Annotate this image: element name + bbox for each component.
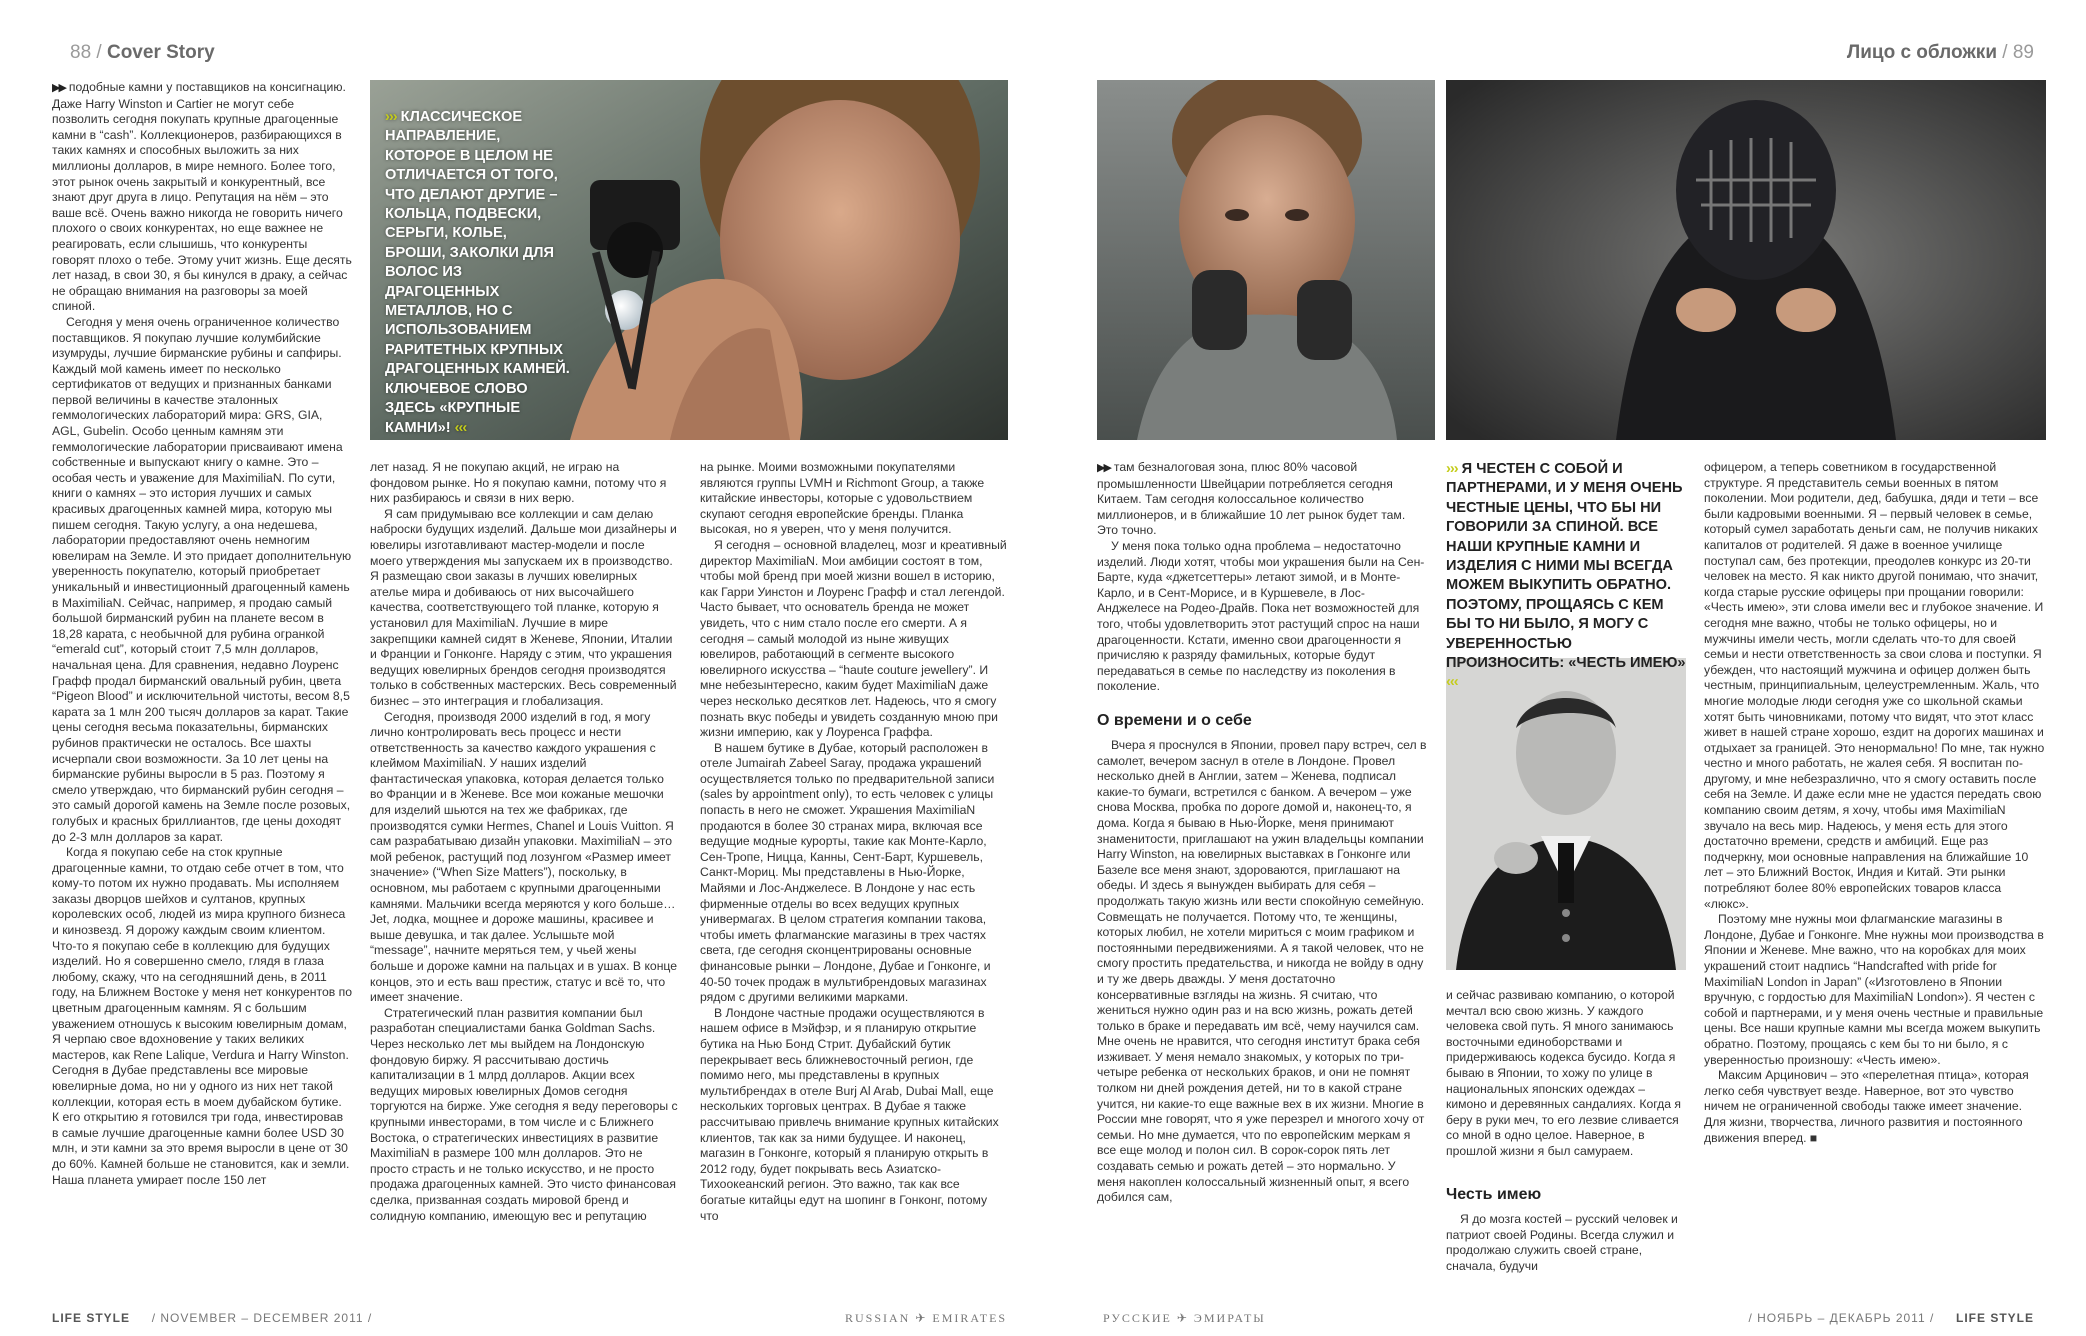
article-column-1	[52, 80, 352, 1308]
article-column-6	[1704, 460, 2046, 1308]
paragraph: и сейчас развиваю компанию, о которой мечтал всю свою жизнь. У каждого человека свой путь. Я много занимаюсь восточными единоборствами и придерживаюсь кодекса бусидо. Когда я бываю в Японии, то хожу по улице в национальных японских одеждах – кимоно и деревянных сандалиях. Когда я беру в руки меч, то его лезвие сливается со мной в одно целое. Наверное, в прошлой жизни я был самураем.	[1446, 988, 1681, 1158]
article-column-2	[370, 460, 678, 1308]
continue-marker-icon: ▶▶	[1097, 462, 1110, 474]
right-page-number: 89	[2012, 42, 2034, 63]
footer-date-right: / НОЯБРЬ – ДЕКАБРЬ 2011 /	[1748, 1311, 1935, 1325]
footer-date-left: / NOVEMBER – DECEMBER 2011 /	[151, 1311, 373, 1325]
boxer-image	[1097, 80, 1435, 440]
paragraph: В нашем бутике в Дубае, который расположен в отеле Jumairah Zabeel Saray, продажа украшений осуществляется только по предварительной записи (sales by appointment only), то есть человек с улицы попасть в него не сможет. Украшения MaximiliaN продаются в более 30 странах мира, включая все ведущие модные курорты, такие как Монте-Карло, Сен-Тропе, Ницца, Канны, Сент-Барт, Куршевель, Санкт-Мориц. Мы представлены в Нью-Йорке, Майями и Лос-Анджелесе. В Лондоне у нас есть фирменные отделы во всех ведущих крупных универмагах. В целом стратегия компании такова, чтобы иметь флагманские магазины в трех частях света, где сегодня сконцентрированы основные финансовые рынки – Лондоне, Дубае и Гонконге, и 40-50 точек продаж в мультибрендовых магазинах рядом с другими великими марками.	[700, 740, 995, 1005]
paragraph: Я до мозга костей – русский человек и патриот своей Родины. Всегда служил и продолжаю служить своей стране, сначала, будучи	[1446, 1212, 1678, 1273]
right-section-title: Лицо с обложки	[1846, 42, 1998, 63]
subheading-time: О времени и о себе	[1097, 712, 1252, 729]
paragraph: офицером, а теперь советником в государственной структуре. Я представитель семьи военных в пятом поколении. Мои родители, дед, бабушка, дяди и тети – все были кадровыми военными. Я – первый человек в семье, который сумел заработать деньги сам, не получив никаких капиталов от родителей. Я даже в военное училище поступал сам, без протекции, преодолев конкурс из 20-ти человек на место. Я как никто другой понимаю, что значит, когда старые русские офицеры при прощании говорили: «Честь имею», эти слова имели вес и глубокое значение. И сегодня мне важно, чтобы не только офицеры, но и мужчины имели честь, могли сделать что-то для своей семьи и нести ответственность за свои слова и поступки. Я убежден, что настоящий мужчина и офицер должен быть честным, принципиальным, целеустремленным. Жаль, что многие молодые люди сегодня уже со школьной скамьи хотят быть чиновниками, потому что видят, что этот класс живет в нашей стране хорошо, ездит на дорогих машинах и отдыхает за границей. Это ненормально! По мне, так нужно честно и много работать, не жалея себя. Я воспитан по-другому, и мне небезразлично, что я смогу оставить после себя на Земле. И даже если мне не удастся передать свою компанию своим детям, я хочу, чтобы имя MaximiliaN звучало на весь мир. Надеюсь, у меня есть для этого достаточно времени, средств и амбиций. Еще раз подчеркну, мои основные направления на ближайшие 10 лет – это Ближний Восток, Индия и Китай. Эти рынки потребляют более 80% европейских товаров класса «люкс».	[1704, 460, 2045, 911]
paragraph: Вчера я проснулся в Японии, провел пару встреч, сел в самолет, вечером заснул в отеле в Лондоне. Провел несколько дней в Англии, затем – Женева, подписал какие-то бумаги, встретился с банком. А вечером – уже снова Москва, пробка по дороге домой и, наконец-то, я дома. Когда я бываю в Нью-Йорке, меня принимают знаменитости, приглашают на ужин владельцы компании Harry Winston, на ювелирных выставках в Гонконге или Базеле все меня знают, здороваются, приглашают на обеды. И здесь я вынужден выбирать для себя – продолжать такую жизнь или вести спокойную семейную. Совмещать не получается. Потому что, те женщины, которых любил, не хотели мириться с моим графиком и постоянными передвижениями. А я такой человек, что не смогу простить предательства, и никогда не войду в одну и ту же дверь дважды. У меня достаточно консервативные взгляды на жизнь. Я считаю, что жениться нужно один раз и на всю жизнь, рожать детей только в браке и передавать им всё, чему научился сам. Мне очень не нравится, что сегодня институт брака себя изживает. У меня немало знакомых, у которых по три-четыре ребенка от нескольких браков, и они не помнят толком ни дней рождения детей, ни то в какой стране учится, ни какие-то еще важные вех в их жизни. Многие в России мне говорят, что я уже перезрел и многого хочу от семьи. Но мне думается, что по европейским меркам я все еще молод и полон сил. В сорок-сорок пять лет создавать семью и рожать детей – это нормально. У меня накоплен колоссальный жизненный опыт, я всего добился сам,	[1097, 738, 1427, 1205]
article-column-5-bottom	[1446, 1212, 1686, 1308]
left-folio: 88 / Cover Story	[70, 42, 215, 63]
paragraph: В Лондоне частные продажи осуществляются в нашем офисе в Мэйфэр, и я планирую открытие бутика на Нью Бонд Стрит. Дубайский бутик перекрывает весь ближневосточный регион, где помимо него, мы представлены в крупных мультибрендах в отеле Burj Al Arab, Dubai Mall, еще нескольких торговых центрах. В Дубае я также рассчитываю привлечь внимание крупных китайских клиентов, так как за ними будущее. И наконец, магазин в Гонконге, который я планирую открыть в 2012 году, будет покрывать весь Азиатско-Тихоокеанский регион. Это важно, так как все богатые китайцы едут на шопинг в Гонконг, потому что	[700, 1005, 999, 1223]
paragraph: на рынке. Моими возможными покупателями являются группы LVMH и Richmont Group, а также китайские инвесторы, которые с удовольствием скупают сегодня европейские бренды. Планка высокая, но я уверен, что у меня получится.	[700, 460, 985, 537]
paragraph: У меня пока только одна проблема – недостаточно изделий. Люди хотят, чтобы мои украшения были на Сен-Барте, куда «джетсеттеры» летают зимой, и в Монте-Карло, и в Сент-Морисе, и в Куршевеле, в Лос-Анджелесе на Родео-Драйв. Пока нет возможностей для того, чтобы удовлетворить этот растущий спрос на наши драгоценности. Кстати, именно свои драгоценности я причисляю к разряду фамильных, которые будут передаваться в семье по наследству из поколения в поколение.	[1097, 538, 1425, 694]
left-page-number: 88	[70, 42, 92, 63]
subheading-honor: Честь имею	[1446, 1186, 1542, 1203]
kendo-image	[1446, 80, 2046, 440]
footer-logo-english: RUSSIAN ✈ EMIRATES	[845, 1311, 1008, 1325]
pull-quote-classic: ››› КЛАССИЧЕСКОЕ НАПРАВЛЕНИЕ, КОТОРОЕ В ЦЕЛОМ НЕ ОТЛИЧАЕТСЯ ОТ ТОГО, ЧТО ДЕЛАЮТ ДРУГИЕ – КОЛЬЦА, ПОДВЕСКИ, СЕРЬГИ, КОЛЬЕ, БРОШИ, ЗАКОЛКИ ДЛЯ ВОЛОС ИЗ ДРАГОЦЕННЫХ МЕТАЛЛОВ, НО С ИСПОЛЬЗОВАНИЕМ РАРИТЕТНЫХ КРУПНЫХ ДРАГОЦЕННЫХ КАМНЕЙ. КЛЮЧЕВОЕ СЛОВО ЗДЕСЬ «КРУПНЫЕ КАМНИ»! ‹‹‹	[385, 109, 570, 436]
pull-quote-honest: ››› Я ЧЕСТЕН С СОБОЙ И ПАРТНЕРАМИ, И У МЕНЯ ОЧЕНЬ ЧЕСТНЫЕ ЦЕНЫ, ЧТО БЫ НИ ГОВОРИЛИ ЗА СПИНОЙ. ВСЕ НАШИ КРУПНЫЕ КАМНИ И ИЗДЕЛИЯ С НИМИ МЫ ВСЕГДА МОЖЕМ ВЫКУПИТЬ ОБРАТНО. ПОЭТОМУ, ПРОЩАЯСЬ С КЕМ БЫ ТО НИ БЫЛО, Я МОГУ С УВЕРЕННОСТЬЮ ПРОИЗНОСИТЬ: «ЧЕСТЬ ИМЕЮ» ‹‹‹	[1446, 461, 1686, 691]
paragraph: Сегодня, производя 2000 изделий в год, я могу лично контролировать весь процесс и нести ответственность за качество каждого украшения с клеймом MaximiliaN. У наших изделий фантастическая упаковка, которая делается только во Франции и в Женеве. Все мои кожаные мешочки для изделий шьются на тех же фабриках, где производятся сумки Hermes, Chanel и Louis Vuitton. Я сам разрабатываю дизайн упаковки. MaximiliaN – это мой ребенок, растущий под лозунгом «Размер имеет значение» (“When Size Matters”), поскольку, в основном, мы работаем с крупными драгоценными камнями. Мальчики всегда меряются у кого больше… Jet, лодка, мощнее и дороже машины, красивее и выше девушка, и так далее. Услышьте мой “message”, начните меряться тем, у чьей жены больше и дороже камни на пальцах и в ушах. В конце концов, это и есть ваш престиж, статус и всё то, что имеет значение.	[370, 709, 678, 1005]
paragraph: Стратегический план развития компании был разработан специалистами банка Goldman Sachs. Через несколько лет мы выйдем на Лондонскую фондовую биржу. Я рассчитываю достичь капитализации в 1 млрд долларов. Акции всех ведущих мировых ювелирных Домов сегодня торгуются на бирже. Уже сегодня я веду переговоры с крупными инвесторами, в том числе и с Ближнего Востока, о стратегических инвестициях в развитие MaximiliaN в размере 100 млн долларов. Это не просто страсть и не только искусство, и не просто продажа драгоценных камней. Это чисто финансовая сделка, призванная создать мировой бренд и солидную компанию, имеющую вес и репутацию	[370, 1005, 678, 1223]
article-column-4-bottom	[1097, 738, 1427, 1308]
paragraph: Я сегодня – основной владелец, мозг и креативный директор MaximiliaN. Мои амбиции состоят в том, чтобы мой бренд при моей жизни вошел в историю, как Гарри Уинстон и Лоуренс Графф и стал легендой. Часто бывает, что основатель бренда не может увидеть, что с ним стало после его смерти. А я сегодня – самый молодой из ныне живущих ювелиров, работающий в сегменте высокого ювелирного искусства – “haute couture jewellery”. И мне небезынтересно, каким будет MaximiliaN даже через несколько десятков лет. Надеюсь, что я смогу познать вкус победы и увидеть созданную мною при жизни империю, как у Лоуренса Граффа.	[700, 537, 1007, 740]
paragraph: Я сам придумываю все коллекции и сам делаю наброски будущих изделий. Дальше мои дизайнеры и ювелиры изготавливают мастер-модели и после моего утверждения мы запускаем их в производство. Я размещаю свои заказы в лучших ювелирных ателье мира и добиваюсь от них высочайшего качества, соответствующего той планке, которую я установил для MaximiliaN. Лучшие в мире закрепщики камней сидят в Женеве, Японии, Италии и Франции и Гонконге. Наряду с этим, что украшения ведущих ювелирных брендов сегодня производятся только в собственных мастерских. Весь современный бизнес – это интеграция и глобализация.	[370, 506, 677, 708]
article-column-4-top	[1097, 460, 1427, 698]
article-column-3	[700, 460, 1008, 1308]
footer-left	[52, 1311, 372, 1325]
footer-logo-russian: РУССКИЕ ✈ ЭМИРАТЫ	[1103, 1311, 1266, 1325]
paragraph: лет назад. Я не покупаю акций, не играю на фондовом рынке. Но я покупаю камни, потому что я них разбираюсь и связи в них верю.	[370, 460, 667, 506]
right-folio: Лицо с обложки / 89	[1846, 42, 2034, 63]
photo-officer-portrait	[1446, 658, 1686, 970]
paragraph: Максим Арцинович – это «перелетная птица», которая легко себя чувствует везде. Наверное, вот это чувство ничем не ограниченной свободы также имеет значение. Для жизни, творчества, личного развития и постоянного движения вперед. ■	[1704, 1068, 2029, 1145]
photo-kendo	[1446, 80, 2046, 440]
officer-image	[1446, 658, 1686, 970]
paragraph: ▶▶ там безналоговая зона, плюс 80% часовой промышленности Швейцарии потребляется сегодня Китаем. Там сегодня колоссальное количество миллионеров, и в ближайшие 10 лет рынок будет там. Это точно.	[1097, 460, 1406, 538]
footer-brand-left: LIFE STYLE	[52, 1311, 131, 1325]
paragraph: Сегодня у меня очень ограниченное количество поставщиков. Я покупаю лучшие колумбийские изумруды, лучшие бирманские рубины и сапфиры. Каждый мой камень имеет по несколько сертификатов от ведущих и признанных банками первой величины в качестве эталонных геммологических лабораторий мира: GRS, GIA, AGL, Gubelin. Особо ценным камням эти геммологические лаборатории присваивают имена собственные и выпускают книгу о камне. Это – особая честь и уважение для MaximiliaN. По сути, книги о камнях – это история лучших и самых красивых драгоценных камней мира, которую мы пишем сегодня. Такую услугу, а она недешева, лаборатории предоставляют очень немногим ювелирам на Земле. И это придает дополнительную уверенность покупателю, который приобретает уникальный и инвестиционный драгоценный камень в MaximiliaN. Сейчас, например, я продаю самый большой бирманский рубин на планете весом в 18,28 карата, с необычной для рубина огранкой “emerald cut”, который стоит 7,5 млн долларов, начальная цена. Для сравнения, недавно Лоуренс Графф продал бирманский овальный рубин, цвета “Pigeon Blood” и исключительной чистоты, весом 8,5 карата за 1 млн 200 тысяч долларов за карат. Такие цены сегодня весьма показательны, бирманских рубинов практически не осталось. Все шахты исчерпали свои возможности. За 10 лет цены на бирманские рубины выросли в 5 раз. Поэтому я смело утверждаю, что бирманский рубин сегодня – это самый дорогой камень на Земле после розовых, голубых и красных бриллиантов, где цены доходят до 2-3 млн долларов за карат.	[52, 314, 352, 844]
photo-boxer	[1097, 80, 1435, 440]
article-column-5-top	[1446, 988, 1686, 1168]
paragraph: Поэтому мне нужны мои флагманские магазины в Лондоне, Дубае и Гонконге. Мне нужны мои производства в Японии и Женеве. Мне важно, что на коробках для моих украшений стоит надпись “Handcrafted with pride for MaximiliaN London in Japan” («Изготовлено в Японии вручную, с гордостью для MaximiliaN London»). Я честен с собой и партнерами, и у меня очень честные и правильные цены. Все наши крупные камни мы всегда можем выкупить обратно. Поэтому, прощаясь с кем бы то ни было, я с уверенностью произношу: «Честь имею».	[1704, 912, 2044, 1067]
paragraph: ▶▶ подобные камни у поставщиков на консигнацию. Даже Harry Winston и Cartier не могут себе позволить сегодня покупать крупные драгоценные камни в “cash”. Коллекционеров, разбирающихся в таких камнях и способных выложить за них миллионы долларов, в мире немного. Более того, этот рынок очень закрытый и конкурентный, все знают друг друга в лицо. Репутация на нём – это ваше всё. Очень важно никогда не говорить ничего плохого о своих конкурентах, но еще важнее не реагировать, если слышишь, что конкуренты говорят плохо о тебе. Этому учит жизнь. Еще десять лет назад, в свои 30, я бы кинулся в драку, а сейчас не обращаю внимания на разговоры за моей спиной.	[52, 80, 352, 314]
paragraph: Когда я покупаю себе на сток крупные драгоценные камни, то отдаю себе отчет в том, что кому-то потом их нужно продавать. Мы исполняем заказы дворцов шейхов и султанов, крупных королевских особ, людей из мира крупного бизнеса и кинозвезд. Я дорожу каждым своим клиентом. Что-то я покупаю себе в коллекцию для будущих изделий. Но я совершенно смело, глядя в глаза любому, скажу, что на сегодняшний день, в 2011 году, на Ближнем Востоке у меня нет конкурентов по цветным драгоценным камням. Я с большим уважением отношусь к высоким ювелирным домам, Я черпаю свое вдохновение у таких великих мастеров, как Rene Lalique, Verdura и Harry Winston. Сегодня в Дубае представлены все мировые ювелирные дома, но ни у одного из них нет такой коллекции, которая есть в моем дубайском бутике. К его открытию я готовился три года, инвестировав в самые лучшие драгоценные камни более USD 30 млн, и эти камни за это время выросли в цене от 30 до 60%. Камней больше не становится, как и земли. Наша планета умирает после 150 лет	[52, 845, 352, 1187]
footer-right	[1748, 1311, 2034, 1325]
footer-brand-right: LIFE STYLE	[1955, 1311, 2034, 1325]
left-section-title: Cover Story	[106, 42, 215, 63]
continue-marker-icon: ▶▶	[52, 82, 65, 94]
